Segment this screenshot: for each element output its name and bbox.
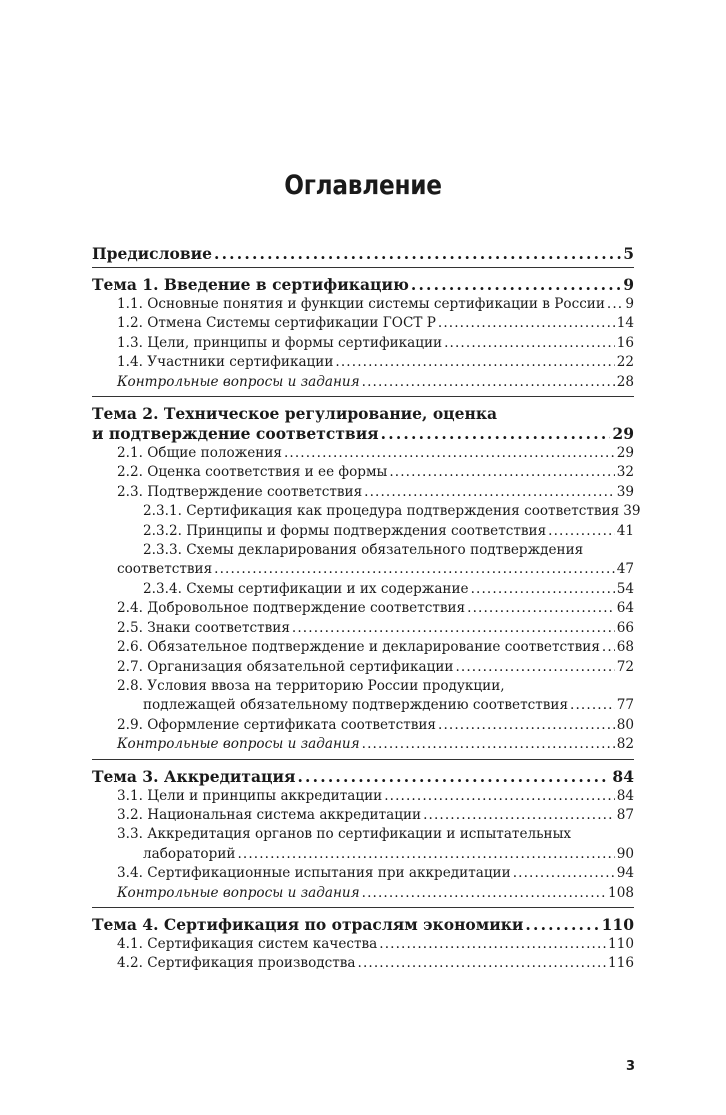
leader-dots xyxy=(362,373,615,392)
toc-entry-page: 116 xyxy=(608,955,634,972)
leader-dots xyxy=(297,767,610,787)
toc-entry-page: 84 xyxy=(616,787,634,804)
leader-dots xyxy=(214,560,615,579)
leader-dots xyxy=(358,954,607,973)
leader-dots xyxy=(384,787,614,806)
toc-entry-title: 4.1. Сертификация систем качества xyxy=(117,935,378,952)
toc-entry-page: 14 xyxy=(616,315,634,332)
toc-entry[interactable] xyxy=(92,353,634,372)
page-title: Оглавление xyxy=(284,170,442,201)
toc-entry-page: 94 xyxy=(616,865,634,882)
leader-dots xyxy=(364,483,615,502)
toc-entry-title: Предисловие xyxy=(92,244,212,263)
toc-topic-title: Тема 3. Аккредитация xyxy=(92,766,296,786)
toc-entry[interactable] xyxy=(92,658,634,677)
toc-entry-title: 2.7. Организация обязательной сертификации xyxy=(117,658,454,675)
toc-entry-title: 3.2. Национальная система аккредитации xyxy=(117,806,422,823)
toc-entry-page: 64 xyxy=(616,600,634,617)
leader-dots xyxy=(237,845,614,864)
leader-dots xyxy=(455,658,614,677)
leader-dots xyxy=(607,295,623,314)
toc-entry-page: 16 xyxy=(616,334,634,351)
toc-entry-title: 2.6. Обязательное подтверждение и декларирование соответствия xyxy=(117,639,600,656)
toc-entry-title: 3.4. Сертификационные испытания при аккредитации xyxy=(117,865,511,882)
toc-entry-title: 2.1. Общие положения xyxy=(117,445,282,462)
toc-entry-page: 28 xyxy=(616,373,634,390)
toc-entry-title: 1.1. Основные понятия и функции системы сертификации в России xyxy=(117,296,605,312)
toc-entry-page: 39 xyxy=(616,483,634,500)
leader-dots xyxy=(362,884,606,903)
toc-entry-page: 80 xyxy=(616,716,634,733)
leader-dots xyxy=(525,915,599,935)
toc-entry[interactable] xyxy=(92,444,634,463)
toc-entry-title: 1.3. Цели, принципы и формы сертификации xyxy=(117,334,443,351)
toc-subentry[interactable] xyxy=(92,560,634,579)
toc-topic-block xyxy=(92,915,634,974)
toc-topic-page: 84 xyxy=(612,766,634,786)
page-number: 3 xyxy=(626,1059,636,1074)
toc-topic-page: 110 xyxy=(601,914,634,934)
toc-entry[interactable] xyxy=(92,483,634,502)
toc-entry[interactable] xyxy=(92,463,634,482)
toc-entry-page: 110 xyxy=(608,935,634,952)
toc-entry-title: 2.3.1. Сертификация как процедура подтверждения соответствия xyxy=(143,503,620,520)
toc-entry-page: 108 xyxy=(608,884,634,901)
leader-dots xyxy=(467,599,615,618)
toc-topic-entry[interactable] xyxy=(92,767,634,787)
toc-subentry[interactable] xyxy=(92,522,634,541)
toc-entry-page: 9 xyxy=(625,296,634,312)
leader-dots xyxy=(513,864,615,883)
leader-dots xyxy=(284,444,615,463)
leader-dots xyxy=(438,314,615,333)
toc-topic-entry[interactable] xyxy=(92,915,634,935)
toc-entry-title: Контрольные вопросы и задания xyxy=(117,736,360,753)
toc-entry[interactable] xyxy=(92,935,634,954)
leader-dots xyxy=(423,806,615,825)
leader-dots xyxy=(548,522,615,541)
leader-dots xyxy=(602,638,615,657)
toc-entry[interactable] xyxy=(92,716,634,735)
toc-entry-title: 2.3.2. Принципы и формы подтверждения соответствия xyxy=(143,522,547,539)
toc-subentry[interactable] xyxy=(92,580,634,599)
toc-entry[interactable] xyxy=(92,314,634,333)
toc-entry-title: 2.3.4. Схемы сертификации и их содержание xyxy=(143,580,469,597)
toc-entry-page: 39 xyxy=(623,503,641,520)
toc-entry[interactable] xyxy=(92,638,634,657)
leader-dots xyxy=(444,334,615,353)
toc-entry-page: 77 xyxy=(616,697,634,714)
toc-subentry-line1[interactable]: 2.3.3. Схемы декларирования обязательного подтверждения xyxy=(143,542,584,559)
toc-entry-page: 22 xyxy=(616,354,634,371)
toc-entry[interactable] xyxy=(92,599,634,618)
toc-entry-page: 66 xyxy=(616,619,634,636)
toc-entry-title: 1.2. Отмена Системы сертификации ГОСТ Р xyxy=(117,315,436,332)
toc-topic-block xyxy=(92,767,634,908)
toc-entry-page: 90 xyxy=(616,845,634,862)
toc-entry[interactable] xyxy=(92,619,634,638)
toc-entry-review-questions[interactable] xyxy=(92,735,634,754)
toc-entry-review-questions[interactable] xyxy=(92,884,634,903)
leader-dots xyxy=(214,244,621,264)
toc-entry-page: 54 xyxy=(616,580,634,597)
toc-subentry[interactable] xyxy=(92,502,641,521)
toc-entry-line1[interactable]: 2.8. Условия ввоза на территорию России продукции, xyxy=(117,677,505,694)
toc-entry[interactable] xyxy=(92,787,634,806)
toc-entry[interactable] xyxy=(92,334,634,353)
toc-topic-block xyxy=(92,404,641,760)
toc-entry[interactable] xyxy=(92,954,634,973)
leader-dots xyxy=(471,580,615,599)
toc-entry-page: 41 xyxy=(616,522,634,539)
toc-entry-page: 5 xyxy=(623,244,634,263)
toc-topic-entry[interactable] xyxy=(92,424,634,444)
leader-dots xyxy=(389,463,614,482)
toc-entry-page: 72 xyxy=(616,658,634,675)
toc-entry-page: 68 xyxy=(616,639,634,656)
toc-entry-title: соответствия xyxy=(117,561,213,578)
toc-topic-block xyxy=(92,275,634,397)
toc-entry-page: 29 xyxy=(616,445,634,462)
toc-topic-entry[interactable] xyxy=(92,275,634,295)
toc-entry-title: 4.2. Сертификация производства xyxy=(117,955,356,972)
leader-dots xyxy=(292,619,615,638)
toc-entry-page: 32 xyxy=(616,464,634,481)
table-of-contents xyxy=(92,244,641,974)
leader-dots xyxy=(570,696,615,715)
toc-entry-review-questions[interactable] xyxy=(92,373,634,392)
toc-entry-line1[interactable]: 3.3. Аккредитация органов по сертификации и испытательных xyxy=(117,826,572,843)
toc-entry[interactable] xyxy=(92,806,634,825)
toc-entry-title: Контрольные вопросы и задания xyxy=(117,884,360,901)
toc-entry[interactable] xyxy=(92,295,634,314)
toc-entry-title: 2.5. Знаки соответствия xyxy=(117,619,290,636)
toc-topic-page: 9 xyxy=(623,275,634,294)
toc-entry-title: 2.4. Добровольное подтверждение соответствия xyxy=(117,600,466,617)
toc-entry-page: 47 xyxy=(616,561,634,578)
leader-dots xyxy=(379,935,606,954)
toc-entry-title: подлежащей обязательному подтверждению соответствия xyxy=(143,697,569,714)
toc-topic-title: Тема 1. Введение в сертификацию xyxy=(92,275,409,294)
toc-topic-title: Тема 4. Сертификация по отраслям экономики xyxy=(92,914,524,934)
leader-dots xyxy=(381,424,611,444)
toc-topic-page: 29 xyxy=(612,424,634,444)
toc-entry-title: 2.3. Подтверждение соответствия xyxy=(117,483,363,500)
toc-entry-title: лабораторий xyxy=(143,845,236,862)
leader-dots xyxy=(438,716,615,735)
toc-entry-title: 2.9. Оформление сертификата соответствия xyxy=(117,716,437,733)
toc-entry-page: 87 xyxy=(616,806,634,823)
toc-topic-title: и подтверждение соответствия xyxy=(92,424,379,444)
toc-topic-title-line1[interactable]: Тема 2. Техническое регулирование, оценка xyxy=(92,404,498,424)
toc-entry-title: 3.1. Цели и принципы аккредитации xyxy=(117,787,383,804)
toc-entry-title: 1.4. Участники сертификации xyxy=(117,354,334,371)
toc-preface-block xyxy=(92,244,634,268)
toc-entry-preface[interactable] xyxy=(92,244,634,264)
leader-dots xyxy=(335,353,614,372)
toc-entry-title: Контрольные вопросы и задания xyxy=(117,373,360,390)
toc-entry[interactable] xyxy=(92,845,634,864)
toc-entry[interactable] xyxy=(92,864,634,883)
toc-entry-page: 82 xyxy=(616,736,634,753)
toc-entry-title: 2.2. Оценка соответствия и ее формы xyxy=(117,464,388,481)
toc-entry[interactable] xyxy=(92,696,634,715)
leader-dots xyxy=(411,275,621,295)
leader-dots xyxy=(362,735,615,754)
